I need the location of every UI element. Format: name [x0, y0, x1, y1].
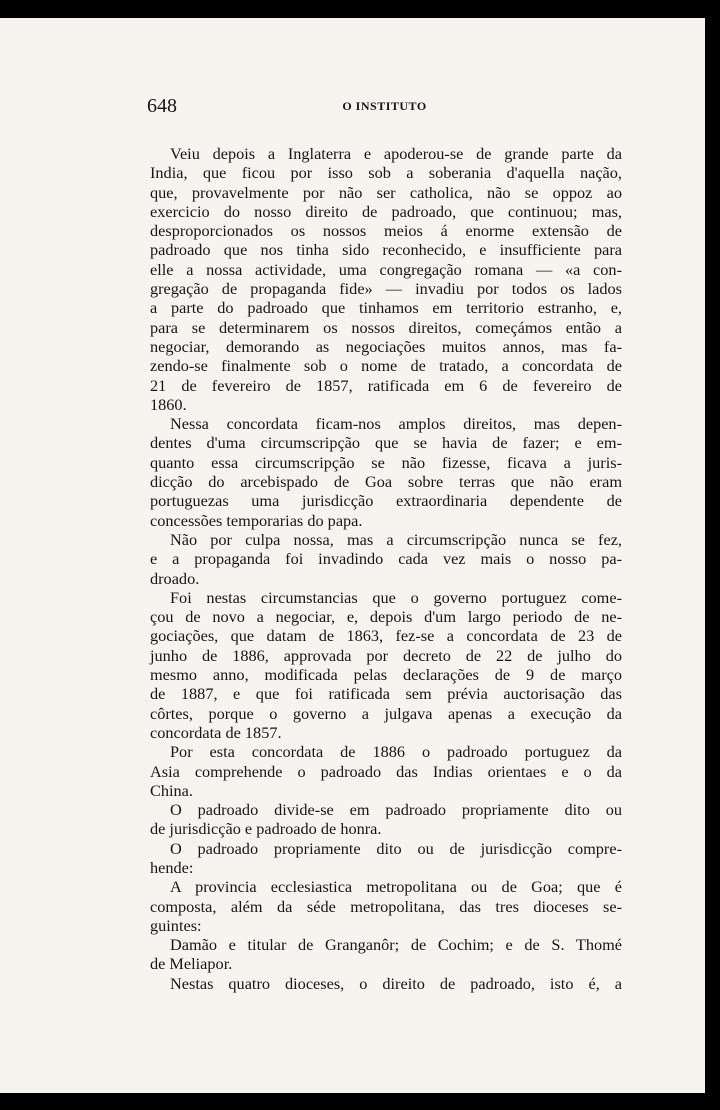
text-line: côrtes, porque o governo a julgava apenas a execução da — [150, 703, 622, 723]
text-line: Por esta concordata de 1886 o padroado portuguez da — [170, 742, 622, 762]
paragraph — [150, 839, 622, 878]
text-line: zendo-se finalmente sob o nome de tratado, a concordata de — [150, 356, 622, 376]
text-line: e a propaganda foi invadindo cada vez mais o nosso pa- — [150, 549, 622, 569]
text-line: hende: — [150, 857, 194, 877]
page-number: 648 — [147, 95, 177, 117]
text-line: gociações, que datam de 1863, fez-se a concordata de 23 de — [150, 626, 622, 646]
text-line: de jurisdicção e padroado de honra. — [150, 819, 382, 839]
paragraph — [150, 530, 622, 588]
paragraph — [150, 800, 622, 839]
text-line: Asia comprehende o padroado das Indias orientaes e o da — [150, 761, 622, 781]
text-line: a parte do padroado que tinhamos em territorio estranho, e, — [150, 298, 622, 318]
text-line: A provincia ecclesiastica metropolitana ou de Goa; que é — [170, 877, 622, 897]
text-line: Foi nestas circumstancias que o governo portuguez come- — [170, 587, 622, 607]
text-line: droado. — [150, 568, 200, 588]
text-line: mesmo anno, modificada pelas declarações de 9 de março — [150, 665, 622, 685]
paragraph — [150, 144, 622, 414]
text-line: Nestas quatro dioceses, o direito de padroado, isto é, a — [170, 973, 622, 993]
text-line: dentes d'uma circumscripção que se havia de fazer; e em- — [150, 433, 622, 453]
text-line: çou de novo a negociar, e, depois d'um largo periodo de ne- — [150, 607, 622, 627]
text-line: O padroado propriamente dito ou de jurisdicção compre- — [170, 838, 622, 858]
text-line: junho de 1886, approvada por decreto de 22 de julho do — [150, 645, 622, 665]
text-line: padroado que nos tinha sido reconhecido, e insufficiente para — [150, 240, 622, 260]
text-line: guintes: — [150, 915, 202, 935]
text-line: gregação de propaganda fide» — invadiu por todos os lados — [150, 279, 622, 299]
text-line: 1860. — [150, 394, 187, 414]
text-line: desproporcionados os nossos meios á enorme extensão de — [150, 221, 622, 241]
text-line: exercicio do nosso direito de padroado, que continuou; mas, — [150, 201, 622, 221]
paragraph — [150, 935, 622, 974]
text-line: para se determinarem os nossos direitos, começámos então a — [150, 317, 622, 337]
text-line: dicção do arcebispado de Goa sobre terras que não eram — [150, 472, 622, 492]
paragraph — [150, 877, 622, 935]
text-line: Veiu depois a Inglaterra e apoderou-se de grande parte da — [170, 144, 622, 163]
body-text — [150, 144, 622, 993]
paragraph — [150, 974, 622, 993]
text-line: Nessa concordata ficam-nos amplos direitos, mas depen- — [170, 414, 622, 434]
text-line: de 1887, e que foi ratificada sem prévia auctorisação das — [150, 684, 622, 704]
text-line: portuguezas uma jurisdicção extraordinaria dependente de — [150, 491, 622, 511]
text-line: negociar, demorando as negociações muitos annos, mas fa- — [150, 336, 622, 356]
text-line: Damão e titular de Granganôr; de Cochim; e de S. Thomé — [170, 935, 622, 955]
paragraph — [150, 588, 622, 742]
text-line: elle a nossa actividade, uma congregação romana — «a con- — [150, 259, 622, 279]
text-line: India, que ficou por isso sob a soberania d'aquella nação, — [150, 163, 622, 183]
text-line: Não por culpa nossa, mas a circumscripção nunca se fez, — [170, 529, 622, 549]
text-line: composta, além da séde metropolitana, das tres dioceses se- — [150, 896, 622, 916]
paragraph — [150, 414, 622, 530]
paragraph — [150, 742, 622, 800]
text-line: concessões temporarias do papa. — [150, 510, 363, 530]
running-head — [147, 94, 622, 118]
book-page — [0, 18, 705, 1093]
text-line: quanto essa circumscripção se não fizesse, ficava a juris- — [150, 452, 622, 472]
text-line: 21 de fevereiro de 1857, ratificada em 6 de fevereiro de — [150, 375, 622, 395]
text-line: que, provavelmente por não ser catholica, não se oppoz ao — [150, 182, 622, 202]
text-line: O padroado divide-se em padroado propriamente dito ou — [170, 800, 622, 820]
journal-title: O INSTITUTO — [342, 99, 427, 113]
text-line: concordata de 1857. — [150, 722, 282, 742]
text-line: de Meliapor. — [150, 954, 233, 974]
text-line: China. — [150, 780, 193, 800]
